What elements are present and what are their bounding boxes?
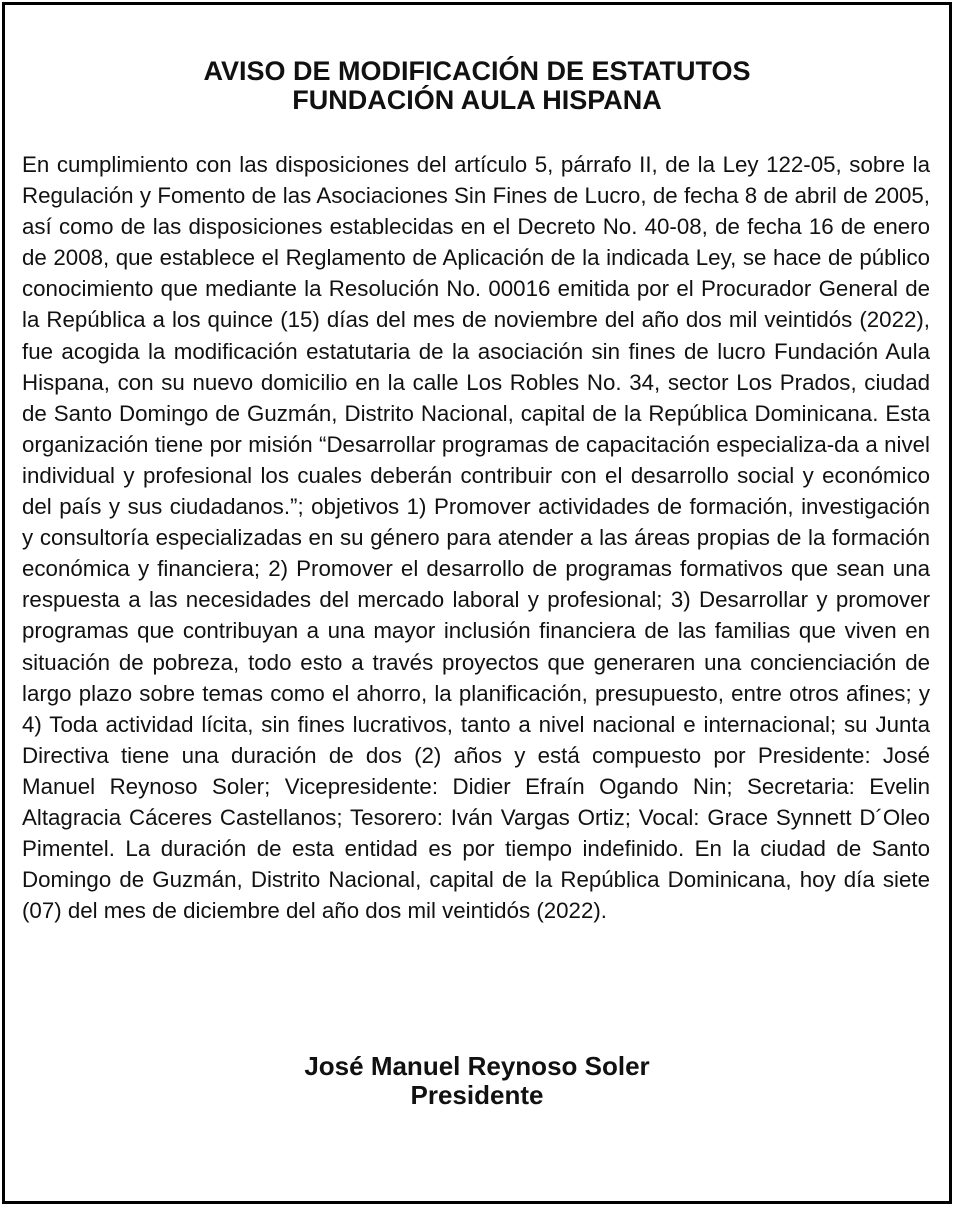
notice-body: En cumplimiento con las disposiciones del artículo 5, párrafo II, de la Ley 122-05, sobre la Regulación y Fomento de las Asociaciones Sin Fines de Lucro, de fecha 8 de abril de 2005, así como de las disposiciones establecidas en el Decreto No. 40-08, de fecha 16 de enero de 2008, que establece el Reglamento de Aplicación de la indicada Ley, se hace de público conocimiento que mediante la Resolución No. 00016 emitida por el Procurador General de la República a los quince (15) días del mes de noviembre del año dos mil veintidós (2022), fue acogida la modificación estatutaria de la asociación sin fines de lucro Fundación Aula Hispana, con su nuevo domicilio en la calle Los Robles No. 34, sector Los Prados, ciudad de Santo Domingo de Guzmán, Distrito Nacional, capital de la República Dominicana. Esta organización tiene por misión “Desarrollar programas de capacitación especializa-da a nivel individual y profesional los cuales deberán contribuir con el desarrollo social y económico del país y sus ciudadanos.”; objetivos 1) Promover actividades de formación, investigación y consultoría especializadas en su género para atender a las áreas propias de la formación económica y financiera; 2) Promover el desarrollo de programas formativos que sean una respuesta a las necesidades del mercado laboral y profesional; 3) Desarrollar y promover programas que contribuyan a una mayor inclusión financiera de las familias que viven en situación de pobreza, todo esto a través proyectos que generaren una concienciación de largo plazo sobre temas como el ahorro, la planificación, presupuesto, entre otros afines; y 4) Toda actividad lícita, sin fines lucrativos, tanto a nivel nacional e internacional; su Junta Directiva tiene una duración de dos (2) años y está compuesto por Presidente: José Manuel Reynoso Soler; Vicepresidente: Didier Efraín Ogando Nin; Secretaria: Evelin Altagracia Cáceres Castellanos; Tesorero: Iván Vargas Ortiz; Vocal: Grace Synnett D´Oleo Pimentel. La duración de esta entidad es por tiempo indefinido. En la ciudad de Santo Domingo de Guzmán, Distrito Nacional, capital de la República Dominicana, hoy día siete (07) del mes de diciembre del año dos mil veintidós (2022). <box>22 152 930 924</box>
notice-title-line2: FUNDACIÓN AULA HISPANA <box>292 85 662 115</box>
signature-block <box>5 1052 949 1110</box>
signature-role: Presidente <box>410 1080 544 1110</box>
notice-title-line1: AVISO DE MODIFICACIÓN DE ESTATUTOS <box>203 56 751 86</box>
signature-name: José Manuel Reynoso Soler <box>304 1051 650 1081</box>
notice-title <box>5 57 949 115</box>
legal-notice <box>2 2 952 1204</box>
